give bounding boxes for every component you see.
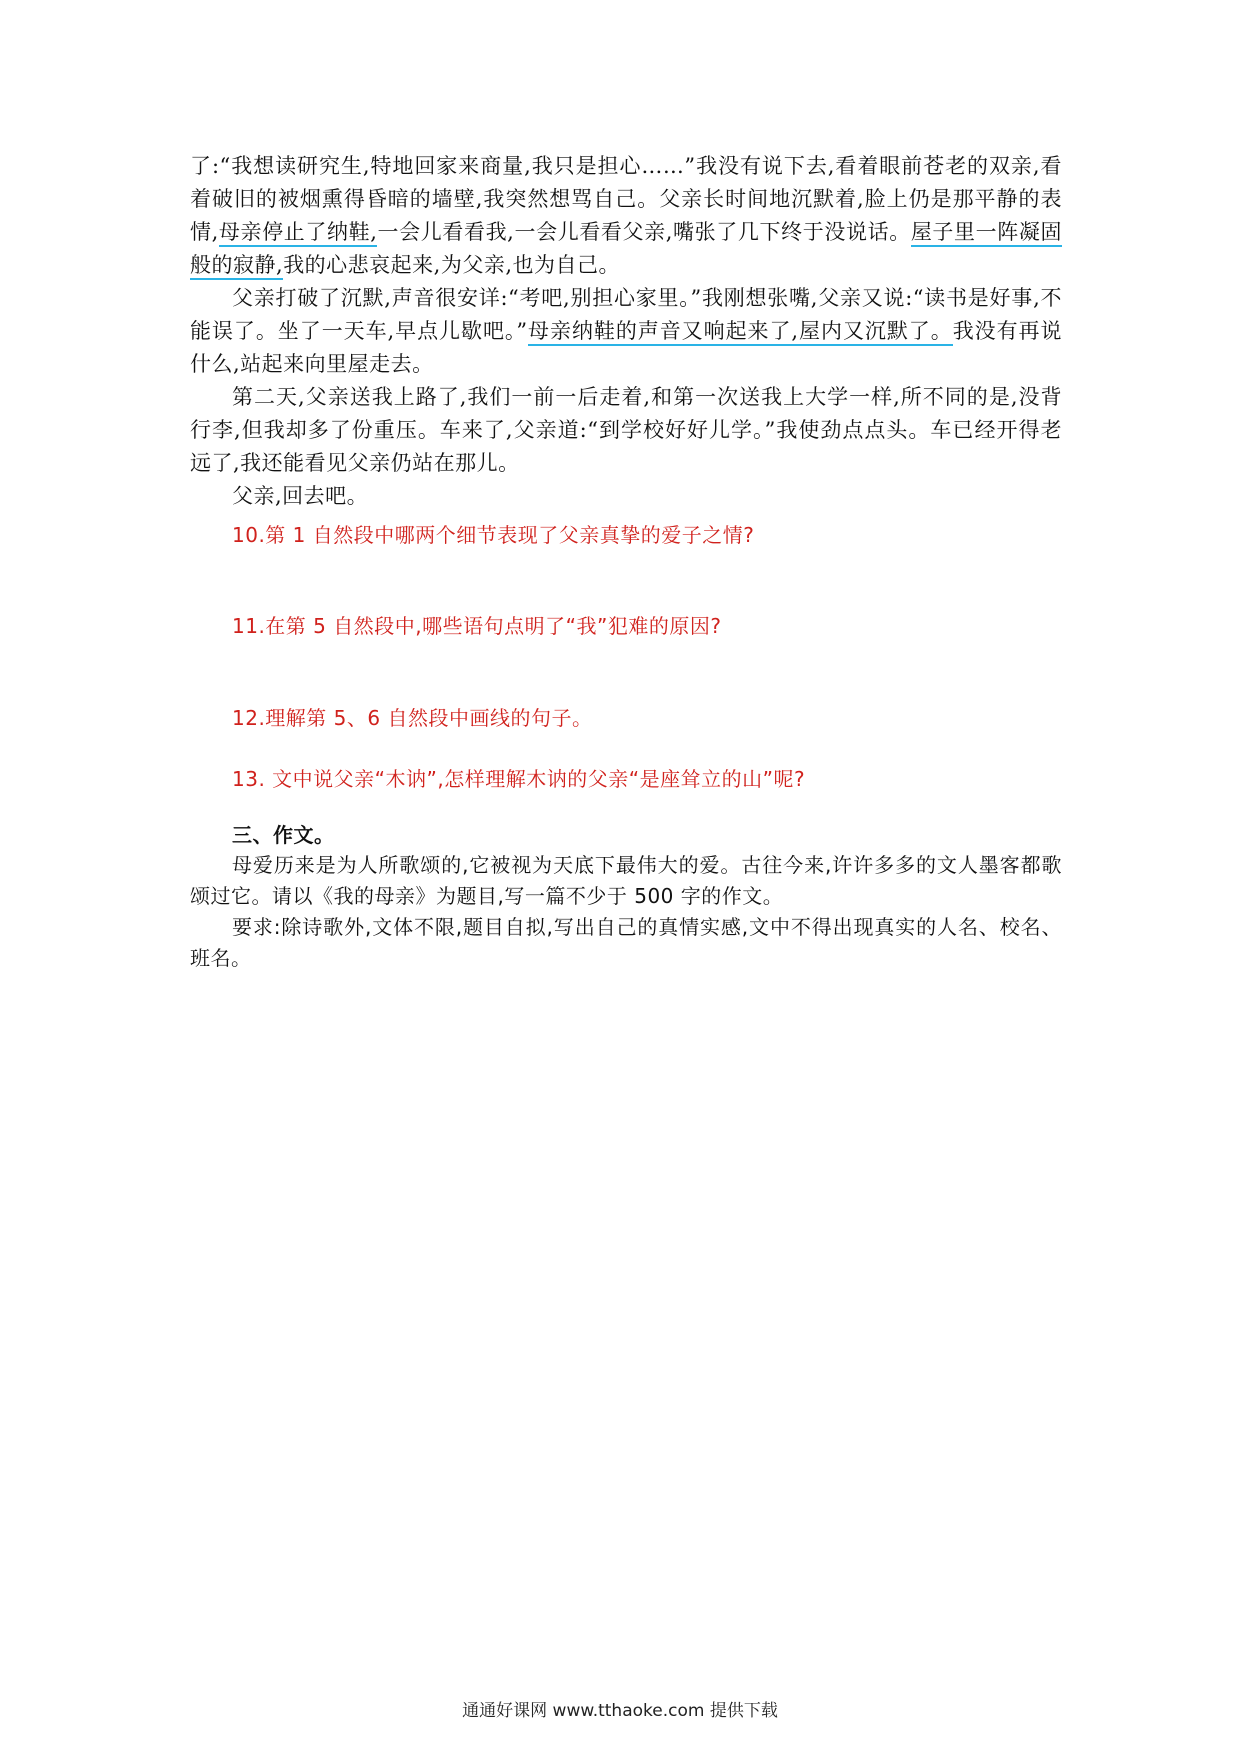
passage-paragraph-3: 第二天,父亲送我上路了,我们一前一后走着,和第一次送我上大学一样,所不同的是,没背行李,但我却多了份重压。车来了,父亲道:“到学校好好儿学。”我使劲点点头。车已经开得老远了,我还能看见父亲仍站在那儿。: [190, 385, 1062, 475]
underlined-sentence: 屋子里一阵凝固般的寂静,: [190, 220, 1062, 280]
page-footer: 通通好课网 www.tthaoke.com 提供下载: [462, 1701, 778, 1721]
essay-requirements: 要求:除诗歌外,文体不限,题目自拟,写出自己的真情实感,文中不得出现真实的人名、校名、班名。: [190, 915, 1062, 970]
underlined-sentence: 母亲停止了纳鞋,: [219, 220, 378, 247]
question-11: 11.在第 5 自然段中,哪些语句点明了“我”犯难的原因?: [232, 614, 722, 638]
section-title: 三、作文。: [232, 823, 335, 847]
passage-paragraph-1: [190, 150, 1062, 282]
question-13: 13. 文中说父亲“木讷”,怎样理解木讷的父亲“是座耸立的山”呢?: [232, 767, 806, 791]
essay-prompt: 母爱历来是为人所歌颂的,它被视为天底下最伟大的爱。古往今来,许许多多的文人墨客都歌颂过它。请以《我的母亲》为题目,写一篇不少于 500 字的作文。: [190, 853, 1062, 908]
paragraph-text: 了:“我想读研究生,特地回家来商量,我只是担心……”我没有说下去,看着眼前苍老的双亲,看着破旧的被烟熏得昏暗的墙壁,我突然想骂自己。父亲长时间地沉默着,脸上仍是那平静的表情,: [190, 154, 1062, 244]
passage-paragraph-2: [190, 282, 1062, 381]
paragraph-text: 我没有再说什么,站起来向里屋走去。: [190, 319, 1062, 376]
underlined-sentence: 母亲纳鞋的声音又响起来了,屋内又沉默了。: [528, 319, 953, 346]
paragraph-text: 我的心悲哀起来,为父亲,也为自己。: [283, 253, 621, 277]
paragraph-text: 父亲打破了沉默,声音很安详:“考吧,别担心家里。”我刚想张嘴,父亲又说:“读书是好事,不能误了。坐了一天车,早点儿歇吧。”: [190, 286, 1062, 343]
paragraph-text: 一会儿看看我,一会儿看看父亲,嘴张了几下终于没说话。: [377, 220, 911, 244]
content-area: [190, 150, 1062, 974]
question-12: 12.理解第 5、6 自然段中画线的句子。: [232, 706, 593, 730]
passage-paragraph-4: 父亲,回去吧。: [232, 484, 369, 508]
question-10: 10.第 1 自然段中哪两个细节表现了父亲真挚的爱子之情?: [232, 523, 755, 547]
